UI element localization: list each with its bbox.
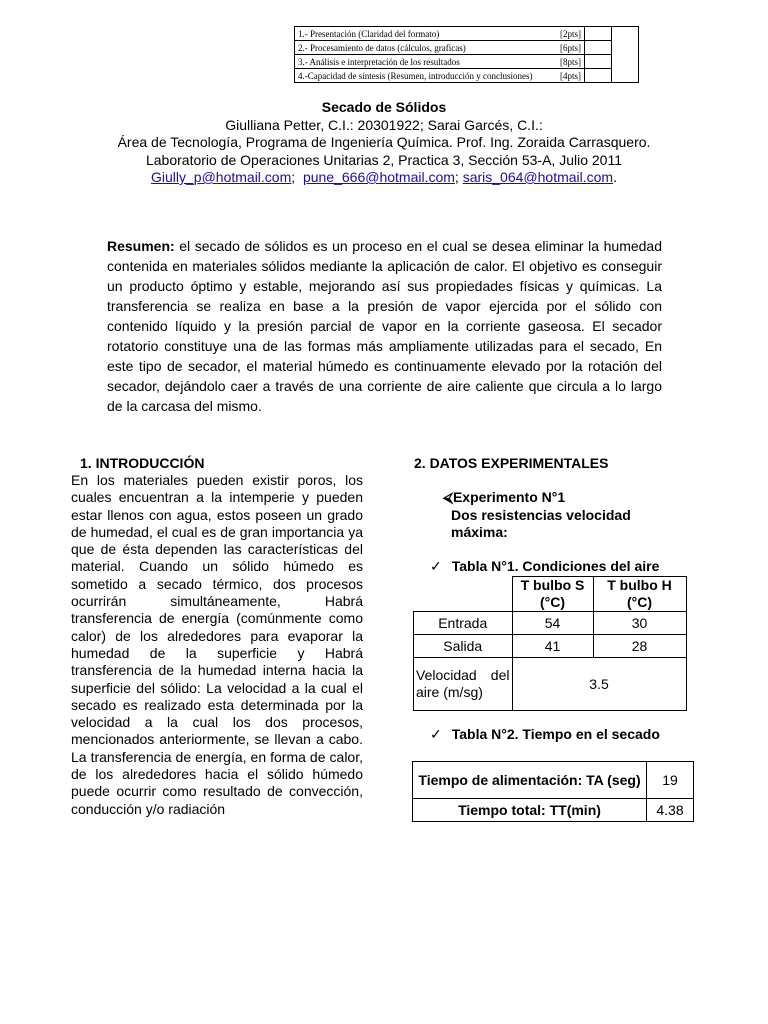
grading-table	[294, 26, 639, 83]
grading-criterion: 3.- Análisis e interpretación de los resultados [8pts]	[295, 55, 585, 69]
grading-score-cell	[585, 69, 612, 83]
experiment-subtitle-1: Dos resistencias velocidad	[451, 506, 631, 523]
email-link[interactable]: pune_666@hotmail.com	[302, 169, 455, 185]
table-row	[414, 658, 687, 711]
experiment-block	[443, 489, 631, 542]
table-cell: 54	[512, 612, 593, 635]
grading-total-cell	[612, 27, 639, 83]
experiment-subtitle-2: máxima:	[451, 524, 508, 540]
air-conditions-table	[413, 576, 687, 711]
table-cell: 3.5	[512, 658, 686, 711]
affiliation: Área de Tecnología, Programa de Ingeniería Química. Prof. Ing. Zoraida Carrasquero.	[117, 134, 651, 150]
checkmark-icon: ✓	[430, 726, 442, 742]
abstract-label: Resumen:	[107, 238, 175, 254]
authors: Giulliana Petter, C.I.: 20301922; Sarai Garcés, C.I.:	[225, 116, 543, 133]
row-label: Velocidad del aire (m/sg)	[414, 658, 513, 711]
checkmark-icon: ✓	[430, 558, 442, 574]
abstract	[107, 236, 662, 416]
table-row	[414, 635, 687, 658]
table-row	[414, 612, 687, 635]
grading-criterion: 2.- Procesamiento de datos (cálculos, graficas) [6pts]	[295, 41, 585, 55]
abstract-text: el secado de sólidos es un proceso en el cual se desea eliminar la humedad contenida en materiales sólidos mediante la aplicación de calor. El objetivo es conseguir un producto óptimo y estable, mejorando así sus propiedades físicas y químicas. La transferencia se realiza en base a la presión de vapor ejercida por el sólido con contenido líquido y la presión parcial de vapor en la corriente gaseosa. El secador rotatorio constituye una de las formas más ampliamente utilizadas para el secado, En este tipo de secador, el material húmedo es continuamente elevado por la rotación del secador, dejándolo caer a través de una corriente de aire caliente que circula a lo largo de la carcasa del mismo.	[107, 238, 663, 414]
table1-caption: ✓ Tabla N°1. Condiciones del aire	[430, 558, 660, 574]
grading-row	[295, 69, 639, 83]
table-cell: 30	[593, 612, 686, 635]
grading-row	[295, 55, 639, 69]
arrow-bullet-icon: ⮘	[443, 489, 453, 505]
grading-criterion: 1.- Presentación (Claridad del formato) [2pts]	[295, 27, 585, 41]
table2-caption: ✓ Tabla N°2. Tiempo en el secado	[430, 726, 660, 742]
grading-score-cell	[585, 41, 612, 55]
empty-cell	[414, 577, 513, 612]
row-label: Tiempo de alimentación: TA (seg)	[413, 762, 647, 799]
column-header: T bulbo H (°C)	[593, 577, 686, 612]
experiment-title-line	[443, 489, 631, 507]
column-header: T bulbo S (°C)	[512, 577, 593, 612]
row-label: Tiempo total: TT(min)	[413, 799, 647, 822]
grading-score-cell	[585, 55, 612, 69]
drying-time-table	[412, 761, 694, 822]
data-heading: 2. DATOS EXPERIMENTALES	[414, 455, 609, 471]
email-link[interactable]: saris_064@hotmail.com	[462, 169, 614, 185]
lab-info: Laboratorio de Operaciones Unitarias 2, Practica 3, Sección 53-A, Julio 2011	[145, 151, 622, 168]
table-cell: 19	[647, 762, 694, 799]
email-list: Giully_p@hotmail.com; pune_666@hotmail.com; saris_064@hotmail.com.	[151, 169, 617, 185]
table-cell: 4.38	[647, 799, 694, 822]
grading-criterion: 4.-Capacidad de síntesis (Resumen, introducción y conclusiones) [4pts]	[295, 69, 585, 83]
table-row	[413, 762, 694, 799]
intro-heading: 1. INTRODUCCIÓN	[80, 455, 205, 471]
grading-score-cell	[585, 27, 612, 41]
row-label: Entrada	[414, 612, 513, 635]
table-header-row	[414, 577, 687, 612]
intro-text: En los materiales pueden existir poros, los cuales encuentran a la intemperie y pueden estar llenos con agua, estos poseen un grado de humedad, el cual es de gran importancia ya que de ésta dependen las características del material. Cuando un sólido húmedo es sometido a secado térmico, dos procesos ocurrirán simultáneamente, Habrá transferencia de energía (comúnmente como calor) de los alrededores para evaporar la humedad de la superficie y Habrá transferencia de la humedad interna hacia la superficie del sólido: La velocidad a la cual el secado es realizado esta determinada por la velocidad a la cual los dos procesos, mencionados anteriormente, se llevan a cabo. La transferencia de energía, en forma de calor, de los alrededores hacia el sólido húmedo puede ocurrir como resultado de convección, conducción y/o radiación	[71, 472, 363, 817]
row-label: Salida	[414, 635, 513, 658]
table-cell: 28	[593, 635, 686, 658]
table-cell: 41	[512, 635, 593, 658]
grading-row	[295, 27, 639, 41]
experiment-title: Experimento N°1	[452, 489, 566, 505]
email-link[interactable]: Giully_p@hotmail.com	[151, 169, 292, 185]
title-block	[100, 99, 668, 187]
table-row	[413, 799, 694, 822]
paper-title: Secado de Sólidos	[321, 99, 447, 115]
grading-row	[295, 41, 639, 55]
